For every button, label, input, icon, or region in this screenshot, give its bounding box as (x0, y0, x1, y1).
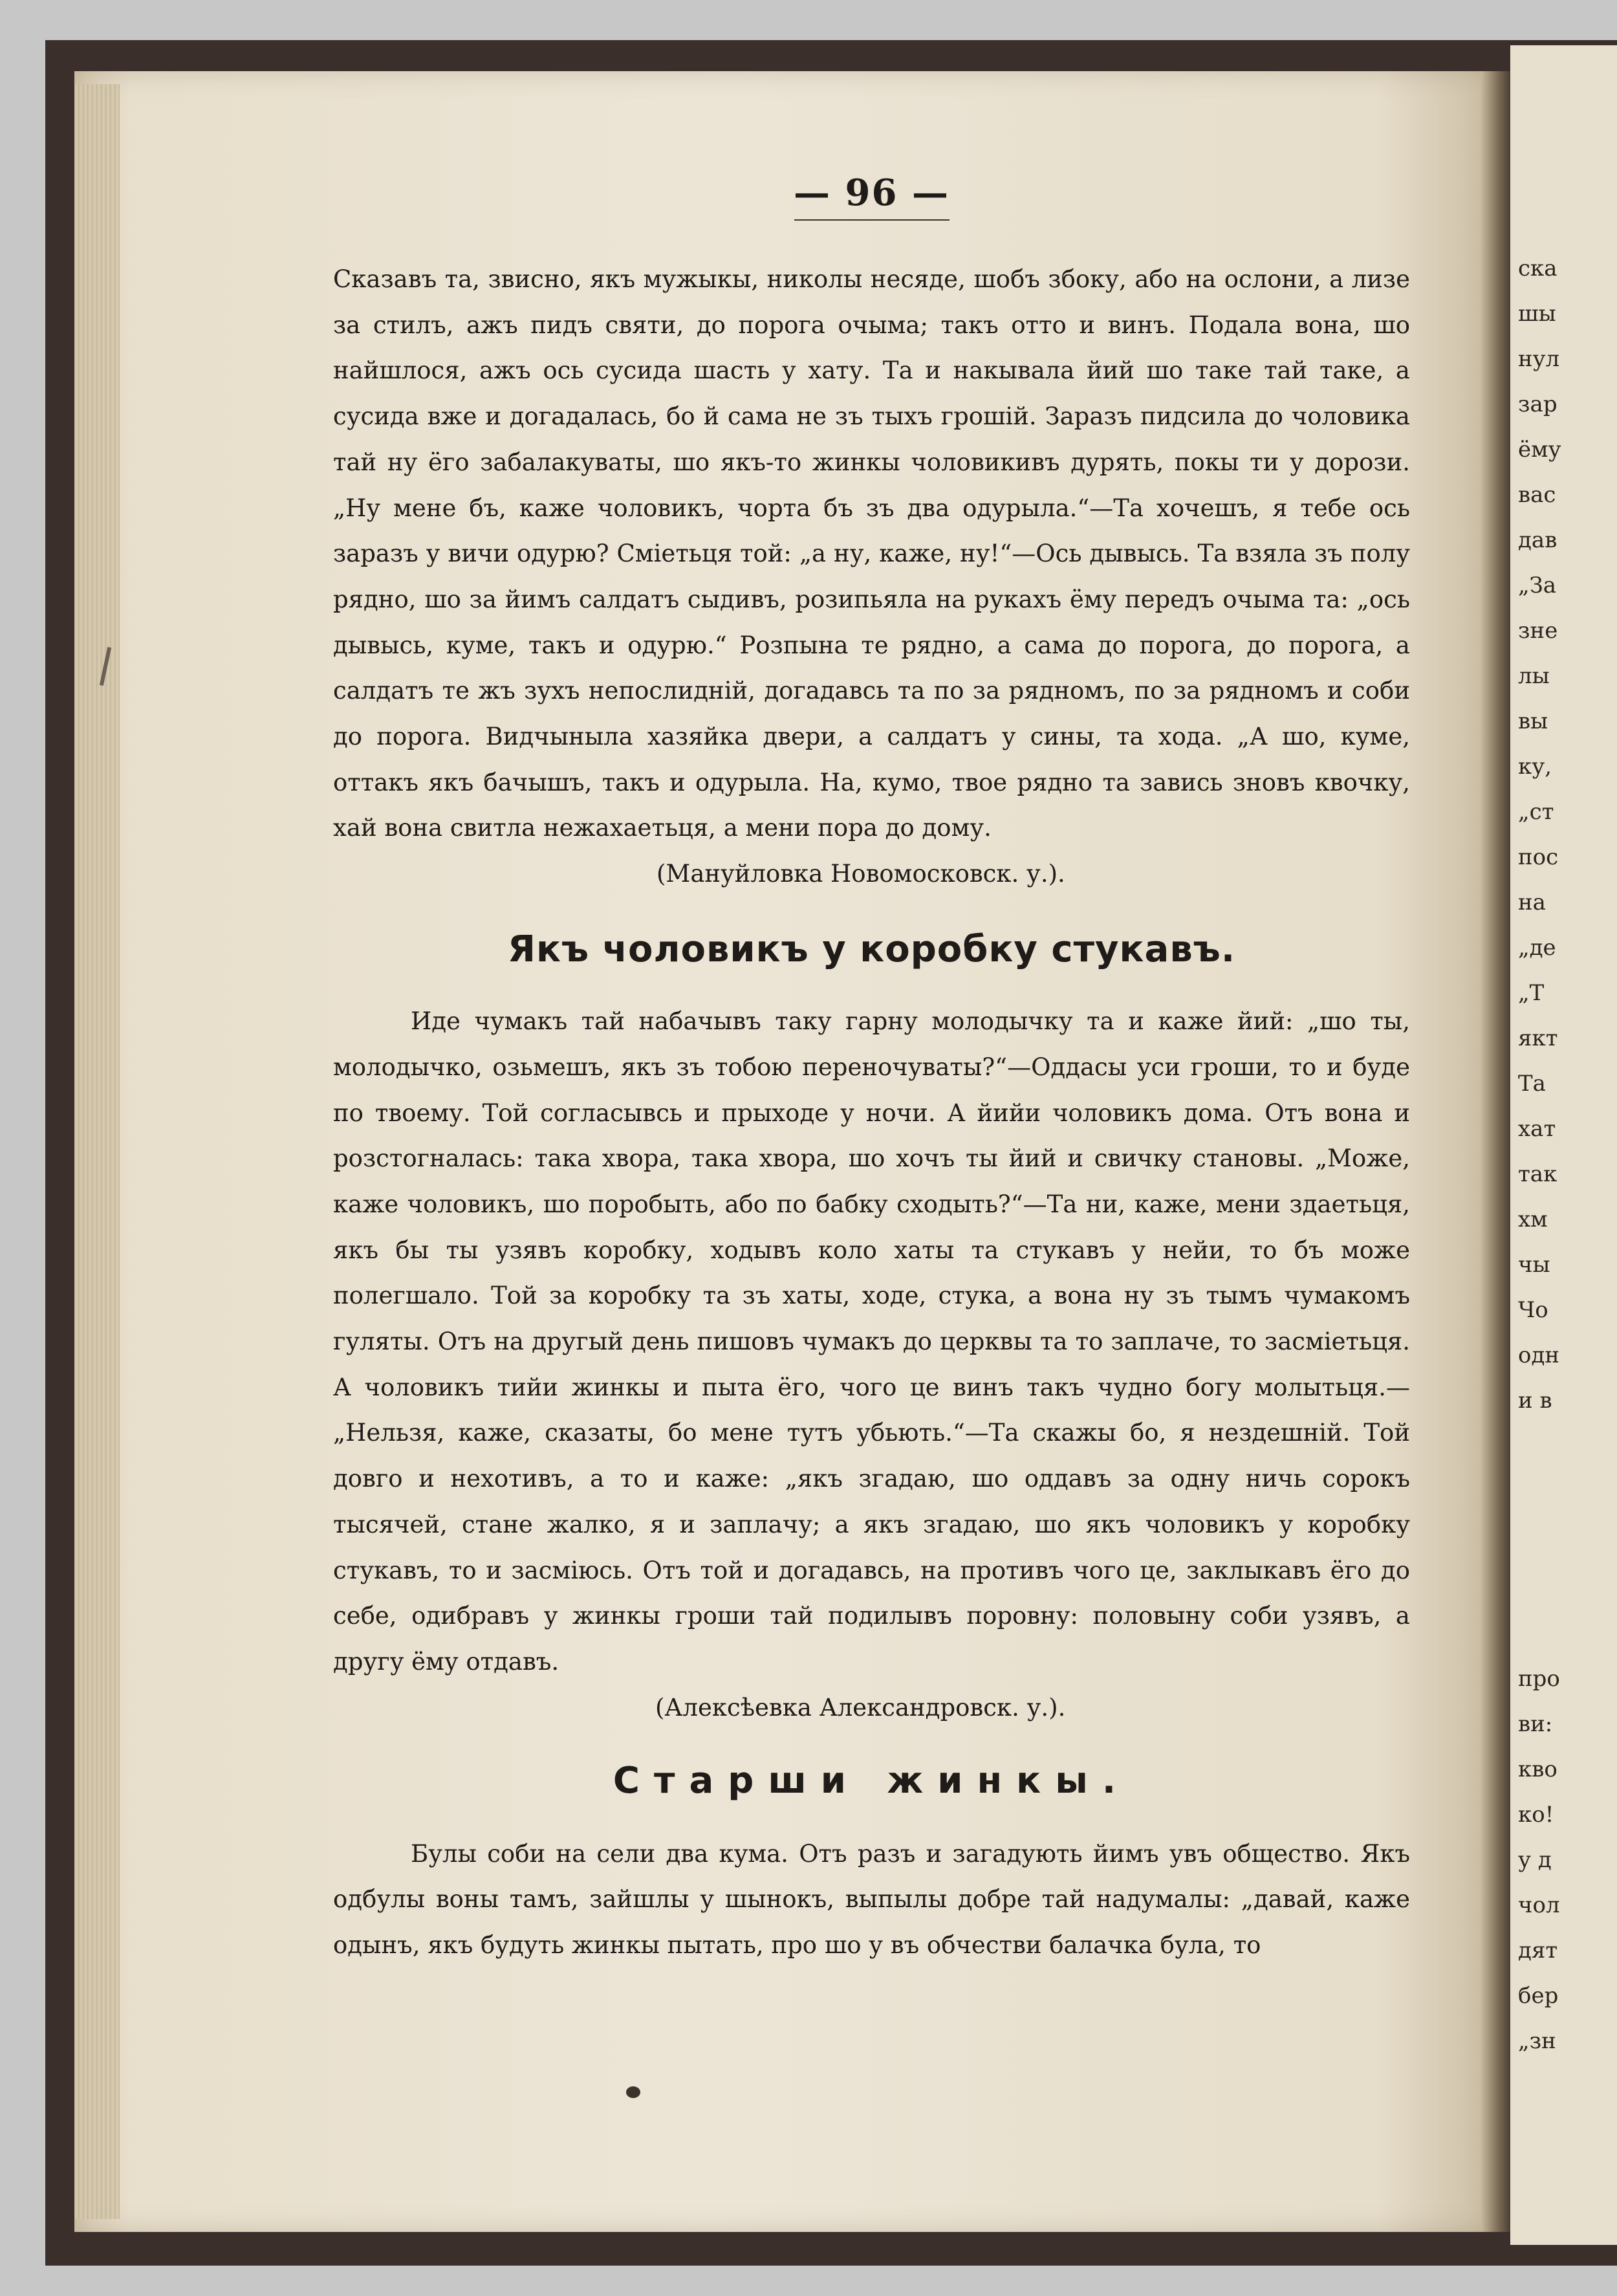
adjacent-fragment: „ст (1518, 799, 1554, 825)
story-heading: Старши жинкы. (613, 1759, 1131, 1802)
adjacent-fragment: дав (1518, 527, 1557, 553)
story-source: (Алексѣевка Александровск. у.). (655, 1693, 1066, 1722)
page-number: — 96 — (794, 171, 950, 214)
story-source: (Мануйловка Новомосковск. у.). (657, 860, 1065, 888)
adjacent-fragment: чы (1518, 1252, 1550, 1278)
book-gutter (1481, 71, 1510, 2232)
adjacent-fragment: ска (1518, 256, 1557, 281)
adjacent-fragment: „За (1518, 573, 1557, 598)
adjacent-fragment: ви: (1518, 1711, 1553, 1737)
adjacent-fragment: Та (1518, 1071, 1546, 1097)
adjacent-fragment: так (1518, 1161, 1557, 1187)
adjacent-fragment: вы (1518, 708, 1548, 734)
story-paragraph: Иде чумакъ тай набачывъ таку гарну молодычку та и каже йий: „шо ты, молодычко, озьмешъ, якъ зъ тобою переночуваты?“—Оддасы уси гроши, то и буде по твоему. Той согласывсь и прыходе у ночи. А йийи чоловикъ дома. Отъ вона и розстогналась: така хвора, така хвора, шо хочъ ты йий и свичку становы. „Може, каже чоловикъ, шо поробыть, або по бабку сходыть?“—Та ни, каже, мени здаетьця, якъ бы ты узявъ коробку, ходывъ коло хаты та стукавъ у нейи, то бъ може полегшало. Той за коробку та зъ хаты, ходе, стука, а вона ну зъ тымъ чумакомъ гуляты. Отъ на другый день пишовъ чумакъ до церквы та то заплаче, то засміетьця. А чоловикъ тийи жинкы и пыта ёго, чого це винъ такъ чудно богу молытьця.—„Нельзя, каже, сказаты, бо мене тутъ убьють.“—Та скажы бо, я нездешній. Той довго и нехотивъ, а то и каже: „якъ згадаю, шо оддавъ за одну ничь сорокъ тысячей, стане жалко, я и заплачу; а якъ згадаю, шо якъ чоловикъ у коробку стукавъ, то и засміюсь. Отъ той и догадавсь, на противъ чого це, заклыкавъ ёго до себе, одибравъ у жинкы гроши тай подилывъ поровну: половыну соби узявъ, а другу ёму отдавъ. (333, 1007, 1410, 1676)
adjacent-fragment: и в (1518, 1388, 1552, 1414)
adjacent-fragment: нул (1518, 346, 1560, 372)
adjacent-fragment: кво (1518, 1756, 1557, 1782)
ink-blot (626, 2086, 640, 2098)
adjacent-fragment: „Т (1518, 980, 1545, 1006)
story-heading: Якъ чоловикъ у коробку стукавъ. (507, 928, 1236, 971)
adjacent-fragment: ку, (1518, 754, 1552, 780)
adjacent-fragment: у д (1518, 1847, 1552, 1873)
adjacent-fragment: зне (1518, 618, 1558, 644)
adjacent-fragment: чол (1518, 1892, 1560, 1918)
adjacent-fragment: „де (1518, 935, 1556, 961)
adjacent-fragment: шы (1518, 301, 1556, 327)
adjacent-fragment: хат (1518, 1116, 1556, 1142)
adjacent-fragment: вас (1518, 482, 1556, 508)
story-paragraph: Булы соби на сели два кума. Отъ разъ и загадують йимъ увъ общество. Якъ одбулы воны тамъ, зайшлы у шынокъ, выпылы добре тай надумалы: „давай, каже одынъ, якъ будуть жинкы пытать, про шо у въ обчестви балачка була, то (333, 1839, 1410, 1960)
adjacent-page (1510, 45, 1617, 2245)
adjacent-fragment: про (1518, 1666, 1560, 1692)
adjacent-fragment: хм (1518, 1207, 1548, 1232)
adjacent-fragment: дят (1518, 1938, 1558, 1963)
story-paragraph: Сказавъ та, звисно, якъ мужыкы, николы несяде, шобъ збоку, або на ослони, а лизе за стилъ, ажъ пидъ святи, до порога очыма; такъ отто и винъ. Подала вона, шо найшлося, ажъ ось сусида шасть у хату. Та и накывала йий шо таке тай таке, а сусида вже и догадалась, бо й сама не зъ тыхъ грошій. Заразъ пидсила до чоловика тай ну ёго забалакуваты, шо якъ-то жинкы чоловикивъ дурять, покы ти у дорози. „Ну мене бъ, каже чоловикъ, чорта бъ зъ два одурыла.“—Та хочешъ, я тебе ось заразъ у вичи одурю? Сміетьця той: „а ну, каже, ну!“—Ось дывысь. Та взяла зъ полу рядно, шо за йимъ салдатъ сыдивъ, розипьяла на рукахъ ёму передъ очыма та: „ось дывысь, куме, такъ и одурю.“ Розпына те рядно, а сама до порога, до порога, а салдатъ те жъ зухъ непослидній, догадавсь та по за рядномъ, по за рядномъ и соби до порога. Видчыныла хазяйка двери, а салдатъ у сины, та хода. „А шо, куме, оттакъ якъ бачышъ, такъ и одурыла. На, кумо, твое рядно та завись зновъ квочку, хай вона свитла нежахаетьця, а мени пора до дому. (333, 265, 1410, 842)
adjacent-fragment: „зн (1518, 2028, 1556, 2054)
adjacent-fragment: ко! (1518, 1802, 1554, 1828)
page-content (333, 171, 1410, 1969)
adjacent-fragment: зар (1518, 391, 1557, 417)
adjacent-fragment: лы (1518, 663, 1550, 689)
page-edge-stack (74, 84, 120, 2219)
adjacent-fragment: пос (1518, 844, 1559, 870)
adjacent-fragment: бер (1518, 1983, 1559, 2009)
adjacent-fragment: одн (1518, 1342, 1560, 1368)
page-number-rule (794, 219, 950, 224)
adjacent-fragment: на (1518, 890, 1546, 915)
adjacent-fragment: ёму (1518, 437, 1561, 463)
adjacent-fragment: якт (1518, 1025, 1558, 1051)
adjacent-fragment: Чо (1518, 1297, 1548, 1323)
